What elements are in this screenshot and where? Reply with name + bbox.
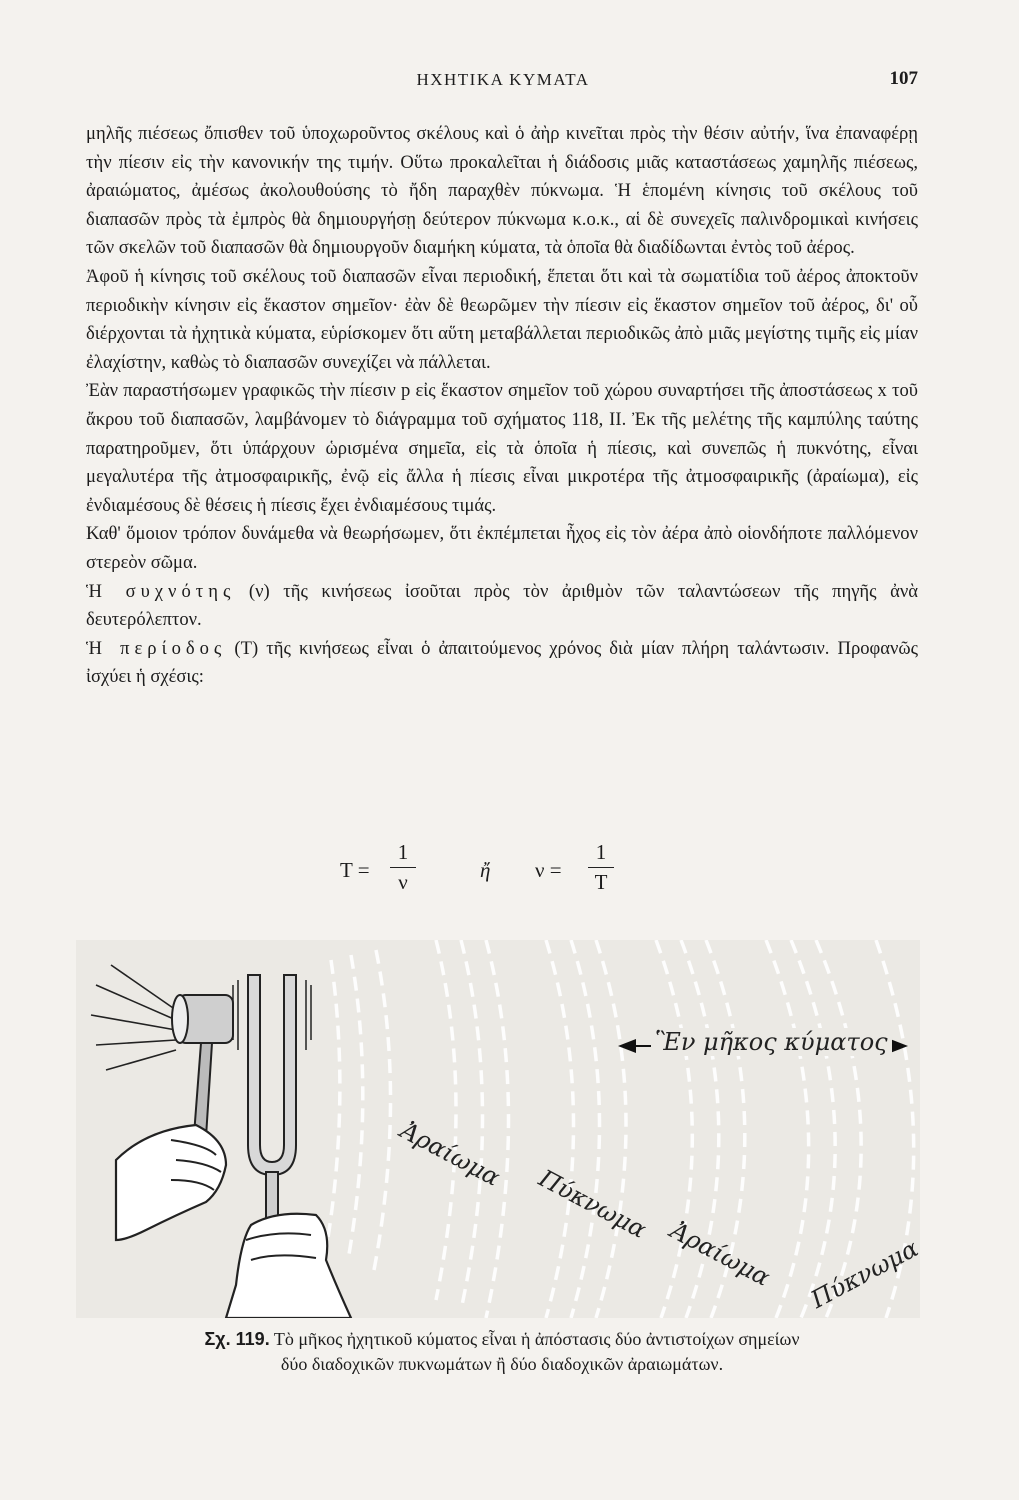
left-hand [116, 1125, 226, 1240]
tuning-fork-illustration [76, 940, 920, 1318]
wavelength-label: Ἓν μῆκος κύματος [651, 1028, 892, 1056]
paragraph: Καθ' ὅμοιον τρόπον δυνάμεθα νὰ θεωρήσωμεν, ὅτι ἐκπέμπεται ἦχος εἰς τὸν ἀέρα ἀπὸ οἱονδήποτε παλλόμενον στερεὸν σῶμα. [86, 523, 918, 573]
definition-period [86, 635, 918, 692]
page-number: 107 [889, 68, 918, 89]
paragraph: Ἐὰν παραστήσωμεν γραφικῶς τὴν πίεσιν p εἰς ἕκαστον σημεῖον τοῦ χώρου συναρτήσει τῆς ἀποστάσεως x τοῦ ἄκρου τοῦ διαπασῶν, λαμβάνομεν τὸ διάγραμμα τοῦ σχήματος 118, II. Ἐκ τῆς μελέτης τῆς καμπύλης ταύτης παρατηροῦμεν, ὅτι ὑπάρχουν ὡρισμένα σημεῖα, εἰς τὰ ὁποῖα ἡ πίεσις, καὶ συνεπῶς ἡ πυκνότης, εἶναι μεγαλυτέρα τῆς ἀτμοσφαιρικῆς, ἐνῷ εἰς ἄλλα ἡ πίεσις εἶναι μικροτέρα τῆς ἀτμοσφαιρικῆς (ἀραίωμα), εἰς ἐνδιαμέσους δὲ θέσεις ἡ πίεσις ἔχει ἐνδιαμέσους τιμάς. [86, 380, 918, 516]
caption-text: Τὸ μῆκος ἠχητικοῦ κύματος εἶναι ἡ ἀπόστασις δύο ἀντιστοίχων σημείων [273, 1329, 800, 1349]
fraction-bar [390, 867, 416, 868]
fraction-denominator: ν [398, 870, 408, 894]
formula [340, 840, 680, 902]
label-rarefaction: Ἀραίωμα [395, 1116, 505, 1192]
fraction-numerator: 1 [595, 840, 607, 864]
formula-connector: ἤ [480, 858, 491, 882]
figure-tuning-fork [76, 940, 923, 1318]
page-header [88, 66, 918, 100]
paragraph: μηλῆς πιέσεως ὄπισθεν τοῦ ὑποχωροῦντος σκέλους καὶ ὁ ἀὴρ κινεῖται πρὸς τὴν θέσιν αὐτήν, ἵνα ἐπαναφέρῃ τὴν πίεσιν εἰς τὴν κανονικήν της τιμήν. Οὕτω προκαλεῖται ἡ διάδοσις μιᾶς καταστάσεως χαμηλῆς πιέσεως, ἀραιώματος, ἀμέσως ἀκολουθούσης τὸ ἤδη παραχθὲν πύκνωμα. Ἡ ἑπομένη κίνησις τοῦ σκέλους τοῦ διαπασῶν πρὸς τὰ ἐμπρὸς θὰ δημιουργήσῃ δεύτερον πύκνωμα κ.ο.κ., αἱ δὲ συνεχεῖς παλινδρομικαὶ κινήσεις τῶν σκελῶν τοῦ διαπασῶν θὰ δημιουργοῦν διαμήκη κύματα, τὰ ὁποῖα θὰ διαδίδωνται ἐντὸς τοῦ ἀέρος. [86, 123, 918, 259]
formula-left-var: Τ = [340, 858, 370, 882]
label-compression: Πύκνωμα [806, 1234, 923, 1314]
definition-frequency [86, 578, 918, 635]
fraction-right [588, 840, 614, 895]
caption-label: Σχ. 119. [204, 1329, 270, 1349]
caption-line-1 [86, 1327, 918, 1352]
body-text [86, 120, 918, 692]
impact-rays [91, 965, 176, 1070]
paragraph: Ἀφοῦ ἡ κίνησις τοῦ σκέλους τοῦ διαπασῶν εἶναι περιοδική, ἕπεται ὅτι καὶ τὰ σωματίδια τοῦ ἀέρος ἀποκτοῦν περιοδικὴν κίνησιν εἰς ἕκαστον σημεῖον· ἐὰν δὲ θεωρῶμεν τὴν πίεσιν εἰς ἕκαστον σημεῖον τοῦ ἀέρος, δι' οὗ διέρχονται τὰ ἠχητικὰ κύματα, εὑρίσκομεν ὅτι αὕτη μεταβάλλεται περιοδικῶς ἀπὸ μιᾶς μεγίστης τιμῆς εἰς μίαν ἐλαχίστην, καθὼς τὸ διαπασῶν συνεχίζει νὰ πάλλεται. [86, 265, 918, 373]
definition-text: (Τ) τῆς κινήσεως εἶναι ὁ ἀπαιτούμενος χρόνος διὰ μίαν πλήρη ταλάντωσιν. Προφανῶς ἰσχύει ἡ σχέσις: [86, 637, 919, 688]
term-frequency: Ἡ συχνότης [86, 580, 236, 602]
label-rarefaction: Ἀραίωμα [665, 1216, 775, 1292]
fraction-bar [588, 867, 614, 868]
right-hand [226, 1214, 351, 1318]
hammer [172, 995, 233, 1137]
definition-text: (ν) τῆς κινήσεως ἰσοῦται πρὸς τὸν ἀριθμὸν τῶν ταλαντώσεων τῆς πηγῆς ἀνὰ δευτερόλεπτον. [86, 580, 918, 631]
figure-caption [86, 1327, 918, 1377]
tuning-fork [233, 975, 311, 1232]
fraction-numerator: 1 [397, 840, 409, 864]
caption-line-2: δύο διαδοχικῶν πυκνωμάτων ἢ δύο διαδοχικῶν ἀραιωμάτων. [280, 1354, 724, 1374]
fraction-left [390, 840, 416, 895]
label-compression: Πύκνωμα [534, 1164, 651, 1244]
fraction-denominator: Τ [594, 870, 608, 894]
formula-right-var: ν = [535, 858, 562, 882]
term-period: Ἡ περίοδος [86, 637, 227, 659]
running-head: ΗΧΗΤΙΚΑ ΚΥΜΑΤΑ [416, 70, 590, 89]
